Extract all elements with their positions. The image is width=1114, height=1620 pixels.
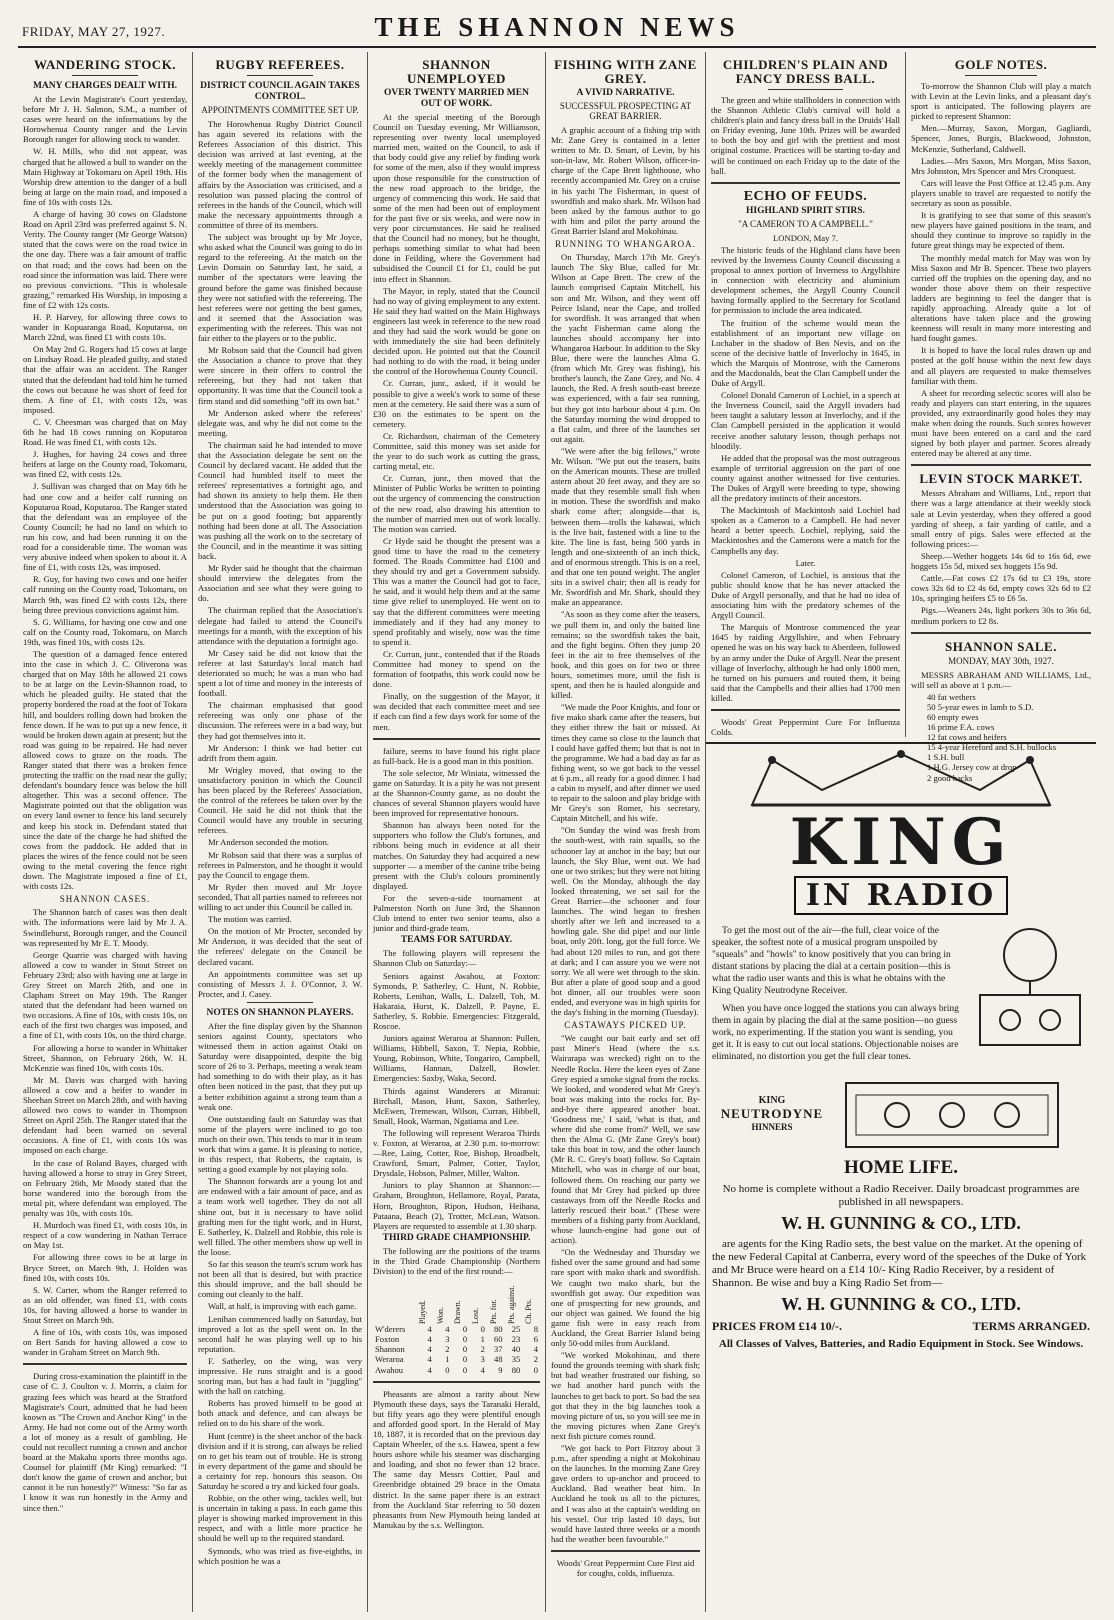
paragraph: It is gratifying to see that some of this season's new players have gained positions in the team, and should they continue to improve so rapidly in the future great things may be expected of them.	[911, 210, 1091, 251]
paragraph: H. Murdoch was fined £1, with costs 10s, in respect of a cow wandering in Nathan Terrace on May 1st.	[23, 1220, 187, 1251]
paragraph: Sheep.—Wether hoggets 14s 6d to 16s 6d, ewe hoggets 15s 5d, mixed sex hoggets 15s 9d.	[911, 550, 1091, 572]
paragraph: Finally, on the suggestion of the Mayor, it was decided that each committee meet and see if each can find a few days work for some of the men.	[373, 691, 540, 732]
paragraph: The subject was brought up by Mr Joyce, who asked what the Council was going to do in regard to the refereeing. At the match on the Levin Domain on Saturday last, he said, a number of the spectators were leaving the ground before the game was finished because they were not satisfied with the refereeing. The best referees were not getting the best games, and it seemed that the Association was experimenting with the referees. This was not fair either to the players or to the public.	[198, 232, 362, 343]
table-cell: 4	[427, 1364, 432, 1375]
paragraph: The following are the positions of the teams in the Third Grade Championship (Northern Division) to the end of the first round:—	[373, 1245, 540, 1277]
table-cell: 0	[480, 1324, 485, 1335]
table-cell: 2	[533, 1354, 538, 1365]
paragraph: The Horowhenua Rugby District Council has again severed its relations with the Referees Association of this district. This decision was arrived at last evening, at the weekly meeting of the management committee of the former body when the management of affairs by the Association was criticised, and a resolution was passed placing the control of referees in the hands of the Council, which will make the necessary appointments through a committee of three of its members.	[198, 119, 362, 230]
paragraph: Juniors against Weraroa at Shannon: Pullen, Williams, Hibbell, Saxon, T. Nepia, Robbie, Young, Robinson, White, Tongariro, Campbell, Williams, Hannan, Dalzell, Bowler. Emergencies: Saxby, Waka, Secord.	[373, 1033, 540, 1084]
paragraph: The following players will represent the Shannon Club on Saturday:—	[373, 948, 540, 969]
paragraph: During cross-examination the plaintiff in the case of C. J. Coulton v. J. Morris, a claim for grazing fees which was heard at the Stratford Magistrate's Court, admitted that he had been known as "The Crown and Anchor King" in the Army. He had not come out of the Army worth a lot of money as a result of gambling. He could not recollect running a crown and anchor board at the Makahu sports three months ago. Counsel for plaintiff (Mr King) remarked: "I don't know the game of crown and anchor, but cannot it be run honestly?" Witness: "So far as I know it was run honestly in the Army and since then."	[23, 1371, 187, 1513]
brand-hinners: HINNERS	[751, 1121, 793, 1132]
paragraph: Messrs Abraham and Williams, Ltd., report that there was a large attendance at their weekly stock sale at Levin yesterday, when they offered a good yarding of sheep, a fair yarding of cattle, and a small entry of pigs. Sales were effected at the following prices:—	[911, 488, 1091, 549]
list-item: 15 4-year Hereford and S.H. bullocks	[927, 742, 1057, 753]
paragraph: The motion was carried.	[208, 914, 292, 925]
later-note: Later.	[795, 557, 816, 568]
table-cell: 4	[427, 1324, 432, 1335]
table-cell: 80	[511, 1364, 521, 1375]
paragraph: The chairman emphasised that good refereeing was only one phase of the discussion. The referees were in a bad way, but they had got themselves into it.	[198, 700, 362, 741]
subsubhead-appointments: APPOINTMENTS COMMITTEE SET UP.	[201, 105, 359, 115]
section-heading-third-grade: THIRD GRADE CHAMPIONSHIP.	[382, 1232, 531, 1243]
paragraph: He added that the proposal was the most outrageous example of territorial aggression on the part of one county against another witnessed for five centuries. The Dukes of Argyll were breeding to type, showing all the predatory instincts of their ancestors.	[711, 452, 900, 504]
paragraph: At the Levin Magistrate's Court yesterday, before Mr J. H. Salmon, S.M., a number of cases were heard on the informations by the Horowhenua County ranger and the Levin Borough ranger for allowing stock to wander.	[23, 94, 187, 145]
table-row	[373, 1324, 540, 1334]
table-cell: 35	[511, 1354, 521, 1365]
headline-echo-of-feuds: ECHO OF FEUDS.	[743, 188, 868, 204]
sale-date: MONDAY, MAY 30th, 1927.	[948, 655, 1054, 666]
paragraph: A fine of 10s, with costs 10s, was imposed on Bert Sands for having allowed a cow to wander in Graham Street on March 9th.	[23, 1327, 187, 1358]
paragraph: Cattle.—Fat cows £2 17s 6d to £3 19s, store cows 32s 6d to £2 4s 6d, empty cows 32s 6d to £2 10s, springing heifers £5 to £6 5s.	[911, 573, 1091, 604]
prices-from: PRICES FROM £14 10/-.	[712, 1319, 842, 1333]
column-fishing-zane-grey	[546, 52, 706, 1612]
table-row	[373, 1354, 540, 1364]
table-cell: 8	[533, 1324, 538, 1335]
paragraph: The Shannon forwards are a young lot and are endowed with a fair amount of pace, and as a team work well together. They do not all shine out, but it is necessary to have solid grafting men for the tight work, and in Hurst, E. Satherley, K. Dalzell and Robbie, this role is well filled. The other members show up well in the loose.	[198, 1176, 362, 1257]
paragraph: One outstanding fault on Saturday was that some of the players were inclined to go too much on their own. This tends to mar it in team work that wins a game. It is pleasing to notice, in this respect, that Roberts, the captain, is setting a good example by not playing solo.	[198, 1113, 362, 1175]
section-heading-notes-on-players: NOTES ON SHANNON PLAYERS.	[206, 1007, 354, 1018]
table-cell: 2	[480, 1344, 485, 1355]
paragraph: S. W. Carter, whom the Ranger referred to as an old offender, was fined £1, with costs 10s, for having allowed a horse to wander in Stout Street on March 9th.	[23, 1284, 187, 1325]
table-cell: 3	[445, 1334, 450, 1345]
column-rugby-referees	[193, 52, 368, 1612]
list-item: 1 S.H. bull	[927, 752, 965, 763]
paragraph: The chairman said he had intended to move that the Association delegate be sent on the Council by declared vacant. He added that the Council had humbled itself to meet the referees' representatives a fortnight ago, and had shown its anxiety to help them. He then understood that the Association was going to be put on a good footing; but apparently nothing had been done at all. The Association was pushing all the work on to the secretary of the Council, and in the meantime it was sitting back.	[198, 439, 362, 561]
paragraph: Mr Casey said he did not know that the referee at last Saturday's local match had deteriorated so much; he was a man who had spent a lot of time and money in the interests of football.	[198, 647, 362, 699]
table-cell: 0	[462, 1334, 468, 1345]
paragraph: H. P. Harvey, for allowing three cows to wander in Kopuaranga Road, Koputaroa, on March 22nd, was fined £1 with costs 10s.	[23, 311, 187, 343]
table-cell: 48	[494, 1354, 503, 1365]
paragraph: Thirds against Wanderers at Miranui: Birchall, Mason, Hunt, Saxon, Satherley, McEwen, Tremewan, Wilson, Curran, Hibbell, Small, Hook, Warman, Ngatiama and Lee.	[373, 1085, 540, 1126]
table-cell: 1	[445, 1354, 450, 1365]
paragraph: failure, seems to have found his right place as full-back. He is a good man in this position.	[373, 745, 540, 766]
paragraph: Wall, at half, is improving with each game.	[208, 1301, 357, 1312]
paragraph: Cr Hyde said he thought the present was a good time to have the road to the cemetery formed. The Roads Committee had £100 and they should try and get a Government subsidy. This was a matter the Council had got to face, he said, and it would help them and at the same time give relief to unemployed. He went on to say that the different committees were meeting immediately and if they had any money to spend profitably and wisely, now was the time to spend it.	[373, 535, 540, 647]
column-header: Lost.	[471, 1307, 481, 1325]
paragraph: At the special meeting of the Borough Council on Tuesday evening, Mr Williamson, representing over twenty local unemployed married men, waited on the Council, to ask if that body could give any relief by finding work for some of the men, also if they would impress upon those responsible for the construction of the new road approach to the bridge, the urgency of commencing this work. He said that some of the men had been out of employment for the past five or six weeks, and were now in very poor circumstances. He said he realised that the Council had no money, but he thought, perhaps something similar to what had been done in Feilding, where the Government had subsidised the Council £1 for £1, could be put into effect in Shannon.	[373, 112, 540, 284]
firm-name-2: W. H. GUNNING & CO., LTD.	[781, 1294, 1021, 1314]
brand-king: KING	[758, 1094, 786, 1106]
headline-shannon-sale: SHANNON SALE.	[945, 638, 1057, 654]
headline-wandering-stock: WANDERING STOCK.	[33, 57, 177, 72]
column-header: Drawn.	[453, 1300, 463, 1325]
paragraph: Cr. Curran, junr., asked, if it would be possible to give a week's work to some of these men at the cemetery. He said there was a sum of £30 on the estimates to be spent on the cemetery.	[373, 378, 540, 429]
right-block	[706, 52, 1096, 1612]
subhead-wandering-stock: MANY CHARGES DEALT WITH.	[32, 81, 178, 91]
headline-dress-ball: CHILDREN'S PLAIN AND FANCY DRESS BALL.	[722, 57, 889, 86]
column-dress-ball-feuds	[706, 52, 906, 737]
paragraph: Mr Wrigley moved, that owing to the unsatisfactory position in which the Council has been placed by the Referees' Association, the control of the referees be taken over by the Council. He said he did not think that the Council would have any trouble in securing referees.	[198, 764, 362, 836]
section-heading-running: RUNNING TO WHANGAROA.	[555, 239, 696, 250]
paragraph: On Thursday, March 17th Mr. Grey's launch The Sky Blue, called for Mr. Wilson at Cape Brett. The crew of the launch comprised Captain Mitchell, his son and Mr. Wilson, and they went off Peirce Island, near the Cape, and trolled for swordfish. It was arranged that when the yacht Fisherman came along the launches should accompany her into Whangaroa Harbour. In addition to the Sky Blue, there were the launches Alma G. (from which Mr. Grey was fishing), his brother's launch, the Zane Grey, and No. 4 launch, the Red. A fresh south-east breeze was experienced, with a fair sea running, but they got into harbour about 4 p.m. On the Saturday morning the wind dropped to a flat calm, and three of the launches set out again.	[551, 252, 700, 444]
home-life-text: No home is complete without a Radio Receiver. Daily broadcast programmes are published in all newspapers.	[722, 1183, 1080, 1208]
paragraph: Seniors against Awahou, at Foxton: Symonds, P. Satherley, C. Hunt, N. Robbie, Roberts, Lenihan, Walls, L. Dalzell, Toh, M. Hakaraia, Hurst, K. Dalzell, P. Payne, E. Satherley, S. Robbie. Emergencies: Fitzgerald, Roscoe.	[373, 970, 540, 1031]
paragraph: Cr. Curran, junr., contended that if the Roads Committee had money to spend on the formation of footpaths, this work could now be done.	[373, 648, 540, 690]
paragraph: "We made the Poor Knights, and four or five mako shark came after the teasers, but they either threw the bait or missed. At times they came so close to the launch that I could have gaffed them; but that is not in the programme. We had a bad day as far as fishing went, so we got back to the vessel at 6 p.m., all ready for a good dinner. I had a cabin to myself, and after dinner we used to repair to the saloon and play bridge with Mr Grey's son Romer, his secretary, Captain Mitchell, and his wife.	[551, 702, 700, 824]
paragraph: "We worked Mokohinau, and there found the grounds teeming with shark fish; but bad weather frustrated our fishing, so we had another hard punch with the launches to get back to port. So bad the sea got that they in the big launches took a moving picture of us, so you will see me in the moving pictures when Zane Grey's next fish picture comes round.	[551, 1350, 700, 1441]
subhead-shannon-unemployed: OVER TWENTY MARRIED MEN OUT OF WORK.	[384, 88, 529, 109]
advert-body: To get the most out of the air—the full, clear voice of the speaker, the softest note of a musical program unspoiled by "squeals" and "howls" to know positively that you can bring in distant stations by placing the dial at a certain position—this is what the radio user wants and this is what he obtains with the King Quality Neutrodyne Receiver.	[712, 926, 951, 996]
team-name-cell: Awahou	[375, 1364, 404, 1375]
paragraph: After the fine display given by the Shannon seniors against County, spectators who witnessed them in action against Otaki on Saturday were disappointed, despite the big score of 26 to 3. Perhaps, meeting a weak team had something to do with their play, as it has often been noticed in the past, that they put up a better exhibition against a strong team than a weak one.	[198, 1020, 362, 1112]
paragraph: On the motion of Mr Procter, seconded by Mr Anderson, it was decided that the seat of the referees' delegate on the Council be declared vacant.	[198, 926, 362, 967]
table-cell: 6	[533, 1334, 538, 1345]
table-cell: 40	[511, 1344, 521, 1355]
column-wandering-stock	[18, 52, 193, 1612]
firm-name: W. H. GUNNING & CO., LTD.	[781, 1213, 1021, 1233]
table-cell: 0	[462, 1364, 468, 1375]
table-cell: 25	[511, 1324, 521, 1335]
paragraph: Cr. Curran, junr., then moved that the Minister of Public Works be written to pointing out the urgency of commencing the construction of the new road, also drawing his attention to the number of married men out of work locally. The motion was carried.	[373, 473, 540, 534]
paragraph: The historic feuds of the Highland clans have been revived by the Inverness County Council discussing a proposal to annex portion of Inverness to Argyllshire in connection with electricity and aluminium development schemes, the Argyll County Council having formally applied to the Secretary for Scotland for permission to include the area indicated.	[711, 244, 900, 316]
team-name-cell: W'derers	[375, 1324, 406, 1335]
column-header: Pts. against.	[506, 1285, 516, 1325]
table-cell: 0	[462, 1354, 468, 1365]
section-heading-castaways: CASTAWAYS PICKED UP.	[564, 1020, 687, 1031]
paragraph: The Marquis of Montrose commenced the year 1645 by raiding Argyllshire, and when February opened he was on his way back to Aberdeen, followed by an army under the Duke of Argyll. Near the present village of Inverlochy, although he had only 1800 men, he turned on his pursuers and routed them, it being said that the Campbells and their allies had 1700 men killed.	[711, 622, 900, 703]
paragraph: The Mackintosh of Mackintosh said Lochiel had spoken as a Cameron to a Campbell. He had never heard a better speech. Lochiel, replying, said the Mackintoshes and the Camerons were a match for the Campbells any day.	[711, 505, 900, 556]
team-name-cell: Foxton	[375, 1334, 400, 1345]
advert-footer: All Classes of Valves, Batteries, and Radio Equipment in Stock. See Windows.	[718, 1338, 1084, 1350]
table-cell: 3	[480, 1354, 485, 1365]
paragraph: Robbie, on the other wing, tackles well, but is uncertain in taking a pass. In each game this player is showing marked improvement in this respect, and with a little more practice he should be well up to the required standard.	[198, 1493, 362, 1544]
section-heading-shannon-cases: SHANNON CASES.	[59, 894, 151, 905]
table-cell: 4	[480, 1364, 485, 1375]
headline-golf-notes: GOLF NOTES.	[954, 57, 1048, 72]
paragraph: On May 2nd G. Rogers had 15 cows at large on Lindsay Road. He pleaded guilty, and stated that the affair was an accident. The Ranger stated that the defendant had told him he turned the cows out because he was short of feed for them. A fine of £1, with costs 12s, was imposed.	[23, 344, 187, 415]
column-header: Played.	[418, 1300, 428, 1325]
table-row	[373, 1334, 540, 1344]
table-row	[373, 1365, 540, 1375]
paragraph: Colonel Donald Cameron of Lochiel, in a speech at the Inverness Council, said the Argyll invaders had been taught a salutary lesson at Inverlochy, and if the Clan Campbell persisted in the application it would receive another salutary lesson, though perhaps not bloodily.	[711, 390, 900, 451]
subsubhead-fishing: SUCCESSFUL PROSPECTING AT GREAT BARRIER.	[559, 101, 692, 121]
team-name-cell: Shannon	[375, 1344, 405, 1355]
paragraph: Symonds, who was tried as five-eighths, in which position he was a	[198, 1545, 362, 1566]
woods-advert: Woods' Great Peppermint Cure For Influenza Colds.	[711, 716, 900, 738]
paragraph: The Shannon batch of cases was then dealt with. The informations were laid by Mr J. A. Swindlehurst, Borough ranger, and the Council was represented by Mr E. T. Moody.	[23, 907, 187, 948]
subhead-rugby-referees: DISTRICT COUNCIL AGAIN TAKES CONTROL.	[200, 81, 360, 102]
column-shannon-unemployed	[368, 52, 546, 1612]
paragraph: W. H. Mills, who did not appear, was charged that he allowed a bull to wander on the Main Highway at Tokomaru on April 19th. His Worship drew attention to the danger of a bull being at large on the main road, and imposed a fine of 10s with costs 12s.	[23, 146, 187, 207]
dateline: LONDON, May 7.	[773, 232, 838, 243]
team-name-cell: Weraroa	[375, 1354, 404, 1365]
paragraph: "On the Wednesday and Thursday we fished over the same ground and had some rare sport with mako shark and swordfish. We caught two mako shark, but the swordfish got away. Our expedition was one of prospecting for new grounds, and our object was gained. We found the big game fish were in easy reach from Auckland, the Great Barrier Island being only 50-odd miles from Auckland.	[551, 1247, 700, 1349]
table-cell: 0	[462, 1344, 468, 1355]
paragraph: Cr. Richardson, chairman of the Cemetery Committee, said this money was set aside for the year to do such work as cutting the grass, carting metal, etc.	[373, 430, 540, 472]
table-cell: 0	[445, 1364, 450, 1375]
table-cell: 4	[533, 1344, 538, 1355]
paragraph: So far this season the team's scrum work has not been all that is desired, but with practice this should improve, and the ball should be coming out cleanly to the half.	[198, 1259, 362, 1300]
paragraph: J. Sullivan was charged that on May 6th he had one cow and a heifer calf running on Koputaroa Road, Koputaroa. The Ranger stated that the defendant was an employee of the County Council; he had no land on which to run his cow, and had been running it on the road for a considerable time. The woman was very abusive indeed when spoken to about it. A fine of £1, with costs 12s, was imposed.	[23, 481, 187, 573]
list-item: 1 H.G. Jersey cow at drop	[927, 762, 1017, 773]
table-cell: 2	[445, 1344, 450, 1355]
paragraph: S. G. Williams, for having one cow and one calf on the County road, Tokomaru, on March 19th, was fined 10s, with costs 12s.	[23, 616, 187, 647]
paragraph: "As soon as they come after the teasers, we pull them in, and only the baited line remains; so the swordfish takes the bait, and the fight begins. Often they jump 20 feet in the air to free themselves of the hook, and this goes on for two or three hours, sometimes more, until the fish is spent, and then he is hauled alongside and killed.	[551, 609, 700, 701]
paragraph: Mr Anderson: I think we had better cut adrift from them again.	[198, 742, 362, 763]
paragraph: For allowing a horse to wander in Whittaker Street, Shannon, on February 26th, W. H. McKenzie was fined 10s, with costs 10s.	[23, 1042, 187, 1073]
paragraph: Lenihan commenced badly on Saturday, but improved a lot as the spell went on. In the second half he was playing well up to his reputation.	[198, 1313, 362, 1354]
paragraph: Roberts has proved himself to be good at both attack and defence, and can always be relied on to do his share of the work.	[198, 1398, 362, 1429]
paragraph: To-morrow the Shannon Club will play a match with Levin at the Levin links, and a pleasant day's sport is anticipated. The following players are picked to represent Shannon:	[911, 81, 1091, 122]
paragraph: The fruition of the scheme would mean the establishment of an important new village on Lochaber in the shadow of Ben Nevis, and on the scene of the decisive battle of Inverlochy in 1645, in which the Marquis of Montrose, with the Camerons and the Macdonalds, beat the Clan Campbell under the Duke of Argyll.	[711, 317, 900, 389]
agents-text: are agents for the King Radio sets, the best value on the market. At the opening of the new Federal Capital at Canberra, every word of the speeches of the Duke of York and Mr Bruce were heard on a £14 10/- King Radio Receiver, by a resident of Shannon. Be wise and buy a King Radio Set from—	[712, 1238, 1087, 1289]
list-item: 12 fat cows and heifers	[927, 732, 1007, 743]
paragraph: Mr Robson said that the Council had given the Association a chance to prove that they were sincere in their offers to control the refereeing, but they had not taken that opportunity. It was time that the Council took a firm stand and did something "off its own bat."	[198, 345, 362, 406]
paragraph: A graphic account of a fishing trip with Mr. Zane Grey is contained in a letter written to Mr. D. Smart, of Levin, by his son-in-law, Mr. Robert Wilson, officer-in-charge of the Cape Brett lighthouse, who recently accompanied Mr. Grey on a cruise in his yacht The Fisherman, in quest of swordfish and mako shark. Mr. Wilson had been asked by the famous author to go with him and pilot the party around the Great Barrier Island and Mokohinau.	[551, 125, 700, 236]
paragraph: For the seven-a-side tournament at Palmerston North on June 3rd, the Shannon Club intend to enter two senior teams, also a junior and third-grade team.	[373, 892, 540, 934]
paragraph: J. Hughes, for having 24 cows and three heifers at large on the County road, Tokomaru, was fined £2, with costs 12s.	[23, 449, 187, 480]
headline-fishing: FISHING WITH ZANE GREY.	[554, 57, 697, 86]
paragraph: Cars will leave the Post Office at 12.45 p.m. Any players unable to travel are requested to notify the secretary as soon as possible.	[911, 177, 1091, 209]
paragraph: Mr Ryder said he thought that the chairman should interview the delegates from the Association and see what they were going to do.	[198, 563, 362, 604]
paragraph: Mr Anderson seconded the motion.	[208, 837, 330, 848]
table-cell: 80	[494, 1324, 503, 1335]
paragraph: In the case of Roland Bayes, charged with having allowed a horse to stray in Grey Street, on February 26th, Mr Moody stated that the horse wandered into the borough from the metal pit, where defendant was employed. The penalty was 10s, with costs 10s.	[23, 1157, 187, 1219]
headline-levin-stock-market: LEVIN STOCK MARKET.	[919, 471, 1083, 487]
list-item: 16 prime F.A. cows	[927, 722, 995, 733]
table-header-row	[373, 1280, 540, 1324]
table-cell: 9	[498, 1364, 503, 1375]
terms-arranged: TERMS ARRANGED.	[972, 1319, 1090, 1333]
table-cell: 4	[445, 1324, 450, 1335]
table-cell: 23	[511, 1334, 521, 1345]
advert-body-2: When you have once logged the stations you can always bring them in again by placing the dial at the same position—no guess work, no experimenting. If the station you want is sending, you get it. It is easy to cut out local stations. Objectionable noises are eliminated, no distortion you get the full clear tones.	[712, 1004, 959, 1062]
radio-cabinet-icon	[842, 1073, 1062, 1153]
table-cell: 37	[494, 1344, 503, 1355]
column-header: Won.	[435, 1307, 445, 1325]
paragraph: Mr Ryder then moved and Mr Joyce seconded, That all parties named to referees not willing to act under this Council be called in.	[198, 881, 363, 913]
headline-rugby-referees: RUGBY REFEREES.	[215, 57, 345, 72]
paragraph: The monthly medal match for May was won by Miss Saxon and Mr B. Spencer. These two players carried off the trophies on the opening day, and no wonder those above them on their respective ladders are beginning to feel the danger that is rapidly approaching. Already quite a lot of alterations have taken place and the growing keenness will result in many more interesting and hard fought games.	[911, 252, 1091, 344]
paragraph: Hunt (centre) is the sheet anchor of the back division and if it is strong, can always be relied on to get his team out of trouble. He is strong in every department of the game and should be a certainty for rep. honours this season. On Saturday he scored a try and kicked four goals.	[198, 1430, 362, 1491]
column-golf-stock-sale	[906, 52, 1096, 783]
championship-table	[373, 1280, 540, 1374]
paragraph: The Mayor, in reply, stated that the Council had no way of giving employment to any extent. He said they had waited on the Main Highways engineers last week in reference to the new road and they had said the work would be gone on with immediately the site had been definitely decided upon. He pointed out that the Council had nothing to do with the road, it being under the control of the Horowhenua County Council.	[373, 285, 540, 377]
paragraph: "We caught our bait early and set off past Miner's Head (where the s.s. Wairarapa was wrecked) right on to the Needle Rocks. Here the keen eyes of Zane Grey espied a smoke signal from the rocks. We looked, and wondered what Mr Grey's boat was making into the rocks for. By-and-bye there appeared another boat. 'Goodness me,' I said, 'what is that, and where did she come from?' Well, we saw then the Alma G. (Mr Zane Grey's boat) take this boat in tow, and the other launch (Mr R. C. Grey's boat) follow. So Captain Mitchell, who was in charge of our boat, followed them. On reaching our party we found that Mr Grey had picked up three castaways from off the Needle Rocks and latterly rescued their boat." (These were members of a fishing party from Auckland, whose launch-engine had gone out of action).	[551, 1033, 700, 1246]
brand-neutrodyne: NEUTRODYNE	[720, 1105, 824, 1121]
radio-speaker-icon	[970, 925, 1090, 1055]
table-cell: 0	[533, 1364, 538, 1375]
table-cell: 0	[462, 1324, 468, 1335]
issue-date: FRIDAY, MAY 27, 1927.	[22, 24, 166, 39]
paragraph: Ladies.—Mrs Saxon, Mrs Morgan, Miss Saxon, Mrs Johnston, Mrs Spencer and Mrs Cronquest.	[911, 155, 1091, 176]
king-radio-advert	[706, 742, 1096, 1612]
crown-illustration-icon	[712, 750, 1090, 810]
paragraph: The chairman replied that the Association's delegate had failed to attend the Council's meetings for a month, with the exception of his attendance with the deputation a fortnight ago.	[198, 605, 362, 646]
headline-shannon-unemployed: SHANNON UNEMPLOYED	[407, 57, 506, 86]
paragraph: The green and white stallholders in connection with the Shannon Athletic Club's carnival will hold a children's plain and fancy dress ball in the Druids' Hall on Friday evening, June 10th. Prizes will be awarded to both the boy and girl with the prettiest and most original costume. Practices will be starting to-day and will be continued on each Friday up to the date of the ball.	[711, 95, 900, 176]
paragraph: Shannon has always been noted for the supporters who follow the Club's fortunes, and ribbons being much in evidence at all their matches. On Saturday they had acquired a new supporter — a member of the canine tribe being present with the Club's colours prominently displayed.	[373, 820, 540, 891]
paragraph: The sole selector, Mr Winiata, witnessed the game on Saturday. It is a pity he was not present at the Shannon-County game, as no doubt the chances of several Shannon players would have been improved for representative honours.	[373, 767, 540, 819]
table-cell: 4	[427, 1354, 432, 1365]
paragraph: "We were after the big fellows," wrote Mr. Wilson. "We put out the teasers, baits on the American mounts. These are trolled astern about 20 feet away, and they are so made that they resemble small fish when in motion. These the swordfish and mako shark come after; alongside—that is, between them—trolls the kahawai, which is the live bait, fastened with a line to the kite. The line is fast, being 500 yards in length and one-sixteenth of an inch thick, and of enormous strength. This is on a reel, and that one ten pound weight. The angler sits in a swivel chair; then all is ready for Mr. Swordfish and Mr. Shark, should they make an appearance.	[551, 445, 700, 608]
table-cell: 1	[480, 1334, 485, 1345]
home-life-heading: HOME LIFE.	[843, 1157, 958, 1178]
paragraph: A sheet for recording selectic scores will also be ready and players can start entering, in the squares provided, any extraordinarily good holes they may make when doing the rounds. Such scores however must have been entered on a card and the card signed by both player and partner. Scores already entered may be altered at any time.	[911, 387, 1091, 459]
paragraph: George Quarrie was charged with having allowed a cow to wander in Stout Street on February 23rd; also with having one at large in Grey Street on March 26th, and one in Clapham Street on May 19th. The Ranger stated that the defendant had been warned on two occasions. A fine of 10s, with costs 10s, on each of the first two charges was imposed, and a fine of £1, with costs 10s, on the third charge.	[23, 949, 187, 1041]
in-radio-banner: IN RADIO	[794, 876, 1008, 915]
list-item: 2 good hacks	[927, 772, 973, 783]
paragraph: C. V. Cheesman was charged that on May 6th he had 18 cows running on Koputaroa Road. He was fined £1, with costs 12s.	[23, 416, 187, 448]
column-header: Ch. Pts.	[524, 1299, 534, 1325]
subsubhead-cameron: "A CAMERON TO A CAMPBELL."	[738, 218, 873, 229]
table-row	[373, 1344, 540, 1354]
table-cell: 4	[427, 1344, 432, 1355]
paragraph: F. Satherley, on the wing, was very impressive. He runs straight and is a good scoring man, but has a bad fault in "juggling" with the ball on catching.	[198, 1355, 362, 1397]
list-item: 60 empty ewes	[927, 711, 979, 722]
woods-advert: Woods' Great Peppermint Cure First aid for coughs, colds, influenza.	[556, 1557, 695, 1579]
section-heading-teams: TEAMS FOR SATURDAY.	[400, 935, 513, 946]
table-cell: 4	[427, 1334, 432, 1345]
paragraph: Juniors to play Shannon at Shannon:—Graham, Broughton, Hellamore, Royal, Parata, Horn, Broughton, Ripon, Hudson, Heihana, Pataana, Beach (2), Trotter, McLean, Watson. Players are requested to assemble at 1.30 sharp.	[373, 1180, 540, 1231]
paragraph: Mr Anderson asked where the referees' delegate was, and why he did not come to the meeting.	[198, 407, 362, 438]
list-item: 50 5-year ewes in lamb to S.D.	[927, 701, 1034, 712]
paragraph: Men.—Murray, Saxon, Morgan, Gagliardi, Spencer, Jones, Burgis, Blackwood, Johnston, McKenzie, Sutherland, Caldwell.	[911, 123, 1091, 154]
paragraph: R. Guy, for having two cows and one heifer calf running on the County road, Tokomaru, on March 9th, was fined £2 with costs 12s, there being three previous convictions against him.	[23, 574, 187, 615]
paragraph: Pheasants are almost a rarity about New Plymouth these days, says the Taranaki Herald, but fifty years ago they were plentiful enough and afforded good sport. In the Herald of May 18, 1887, it is recorded that on the previous day Captain Wheeler, of the s.s. Hawea, spent a few hours ashore while his steamer was discharging and loading, and shot no fewer than 12 brace. The same day Messrs Cottier, Paul and Greenbridge obtained 29 brace in the Omata district. In the same paper there is an extract from the Auckland Star referring to 50 dozen pheasants from New Plymouth being landed at Manukau by the s.s. Wellington.	[373, 1388, 540, 1530]
newspaper-title: THE SHANNON NEWS	[374, 12, 740, 42]
paragraph: Mr Robson said that there was a surplus of referees in Palmerston, and he thought it would pay the Council to engage them.	[198, 849, 362, 880]
sale-intro: MESSRS ABRAHAM AND WILLIAMS, Ltd., will sell as above at 1 p.m.—	[911, 669, 1091, 690]
paragraph: An appointments committee was set up consisting of Messrs J. J. O'Connor, J. W. Procter, and J. Casey.	[198, 968, 362, 999]
paragraph: A charge of having 30 cows on Gladstone Road on April 23rd was preferred against S. N. Verity. The County ranger (Mr George Watson) stated that the cows were on the road twice in the one day. There was a fair amount of traffic on that road; and the cows had been on the road since the information was laid. There were no previous convictions. "This is wholesale grazing," remarked His Worship, in imposing a fine of £2 with 12s costs.	[23, 209, 188, 310]
paragraph: It is hoped to have the local rules drawn up and posted at the golf house within the next few days and all players are requested to make themselves familiar with them.	[911, 345, 1091, 386]
paragraph: The question of a damaged fence entered into the case in which J. C. Oliverona was charged that on May 18th he allowed 21 cows to be at large on the Levin-Shannon road, to which he pleaded guilty. He stated that the property bordered the road at the foot of Tokara hill, and boulders rolling down had broken the fence down. If he was to put up a new fence, it would be broken down again at present; but the road was going to be repaired. He had never allowed cows to graze on the roads. The Ranger stated that there was a broken fence protecting the traffic on the road near the gully; defendant's boundary fence was below the hill altogether. This was a second offence. The Magistrate pointed out that the obligation was on every land owner to fence his land securely and keep his stock in. Defendant stated that since the date of the charge he had shifted the cows from the paddock. He added that in places the wires of the fence could not be seen owing to the metal covering the fence right down. The Magistrate imposed a fine of £1, with costs 12s.	[23, 648, 187, 892]
paragraph: Colonel Cameron, of Lochiel, is anxious that the public should know that he has never attacked the Duke of Argyll personally, and that he had no idea of associating him with the predatory schemes of the Argyll Council.	[711, 569, 900, 621]
subhead-highland: HIGHLAND SPIRIT STIRS.	[746, 205, 865, 216]
subhead-fishing: A VIVID NARRATIVE.	[576, 88, 675, 98]
paragraph: Mr M. Davis was charged with having allowed a cow and a heifer to wander in Sheehan Street on March 28th, and with having allowed two cows to wander in Thompson Street on April 25th. The Ranger stated that the defendant had been warned on several occasions. A fine of £1, with costs 10s was imposed on each charge.	[23, 1074, 187, 1156]
paragraph: "We got back to Port Fitzroy about 3 p.m., after spending a night at Mokohinau on the launches. In the morning Zane Grey gave orders to up-anchor and proceed to Auckland. Bad weather beat him. In Auckland he took us all to the pictures, and I was also at the captain's wedding on his vessel. Our trip lasted 10 days, but would have lasted three weeks or a month had the weather been favourable."	[551, 1443, 700, 1544]
king-wordmark: KING	[789, 805, 1013, 880]
list-item: 40 fat wethers	[927, 691, 976, 702]
paragraph: For allowing three cows to be at large in Bryce Street, on March 9th, J. Holden was fined 10s, with costs 10s.	[23, 1252, 187, 1283]
paragraph: "On Sunday the wind was fresh from the south-west, with rain squalls, so the schooner lay at anchor in the bay; but our launch, the Sky Blue, went out. We had one or two strikes; but they were not biting well. On the Monday, although the day looked threatening, we set sail for the Great Barrier—the schooner and four launches. The wind began to freshen shortly after we left and increased to a howling gale. She did pipe! and our little boat, only 20ft. long, got the full force. We had about 120 miles to run, and got there at dark; and I can assure you we were not sorry. We all were wet through to the skin. But after a plate of good soup and a good hot dinner, all our troubles were soon ended, and everyone was in high spirits for the day's fishing in the morning (Tuesday).	[551, 825, 700, 1018]
paragraph: Pigs.—Weaners 24s, light porkers 30s to 36s 6d, medium porkers to £2 8s.	[911, 605, 1091, 626]
masthead	[18, 12, 1096, 48]
column-header: Pts. for.	[488, 1299, 498, 1325]
paragraph: The following will represent Weraroa Thirds v. Foxton, at Weraroa, at 2.30 p.m. to-morrow:—Ree, Laing, Cotter, Roe, Bishop, Broadbelt, Crawford, Smart, Palmer, Cotter, Taylor, Drysdale, Hobson, Palmer, Miller, Walton.	[373, 1127, 540, 1179]
table-cell: 60	[494, 1334, 503, 1345]
